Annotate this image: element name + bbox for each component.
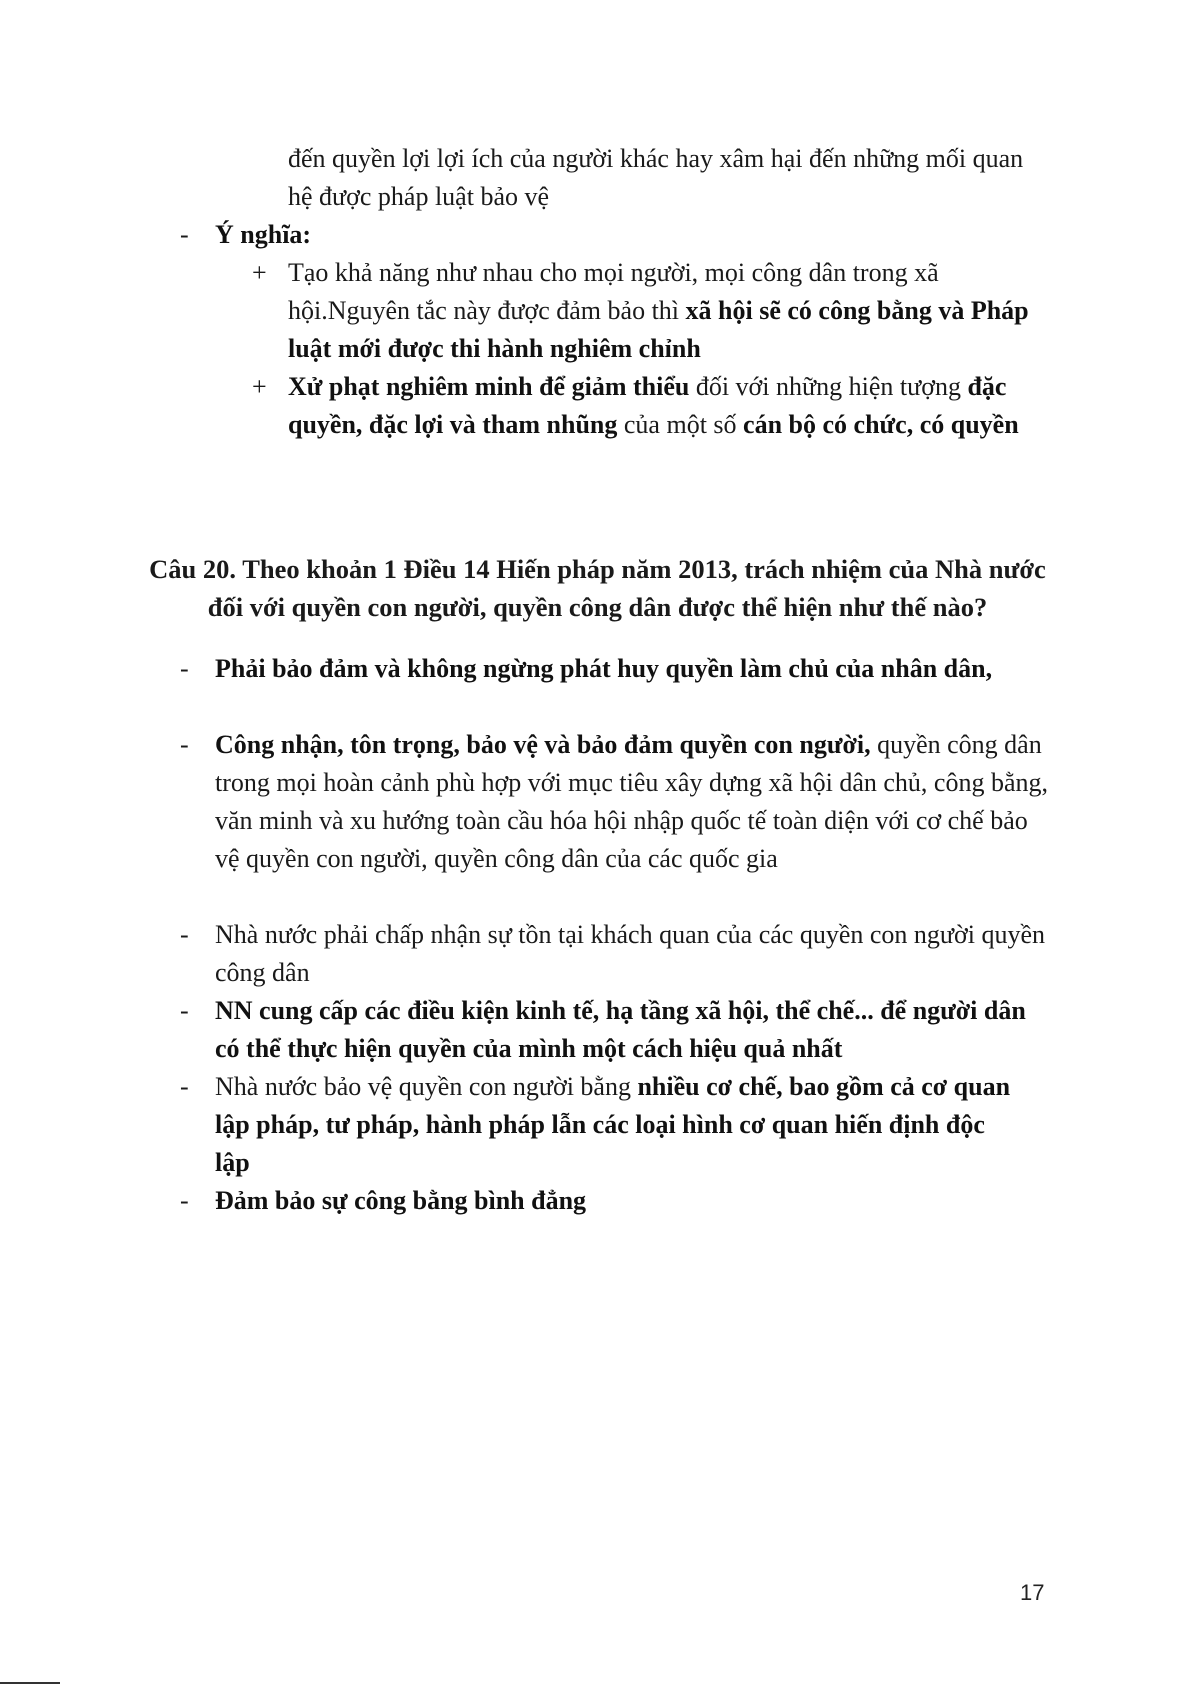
y-nghia-item-2-bold-2: đặc quyền, đặc lợi và tham nhũng (288, 372, 1007, 439)
answer-2 (215, 726, 1050, 878)
continuation-paragraph (288, 140, 1028, 216)
answer-5-bullet: - (180, 1072, 189, 1101)
answer-4-bold: NN cung cấp các điều kiện kinh tế, hạ tầng xã hội, thể chế... để người dân có thể thực hiện quyền của mình một cách hiệu quả nhất (215, 996, 1026, 1063)
answer-3 (215, 916, 1045, 992)
y-nghia-item-2-bold-1: Xử phạt nghiêm minh để giảm thiểu (288, 372, 690, 401)
answer-2-text: quyền công dân trong mọi hoàn cảnh phù hợp với mục tiêu xây dựng xã hội dân chủ, công bằng, văn minh và xu hướng toàn cầu hóa hội nhập quốc tế toàn diện với cơ chế bảo vệ quyền con người, quyền công dân của các quốc gia (215, 730, 1048, 873)
y-nghia-item-2-bullet: + (252, 372, 267, 401)
answer-2-bold: Công nhận, tôn trọng, bảo vệ và bảo đảm quyền con người, (215, 730, 871, 759)
answer-3-text: Nhà nước phải chấp nhận sự tồn tại khách quan của các quyền con người quyền công dân (215, 920, 1046, 987)
y-nghia-heading (215, 216, 615, 254)
bottom-edge-rule (0, 1682, 60, 1684)
y-nghia-item-1-bold: xã hội sẽ có công bằng và Pháp luật mới được thi hành nghiêm chỉnh (288, 296, 1029, 363)
answer-4 (215, 992, 1055, 1068)
answer-5-text: Nhà nước bảo vệ quyền con người bằng (215, 1072, 638, 1101)
answer-4-bullet: - (180, 996, 189, 1025)
y-nghia-item-2-text-1: đối với những hiện tượng (689, 372, 968, 401)
y-nghia-item-2 (288, 368, 1058, 444)
y-nghia-item-1 (288, 254, 1043, 368)
answer-6 (215, 1182, 1015, 1220)
y-nghia-label: Ý nghĩa: (215, 220, 312, 249)
question-heading: Câu 20. Theo khoản 1 Điều 14 Hiến pháp năm 2013, trách nhiệm của Nhà nước đối với quyền con người, quyền công dân được thể hiện như thế nào? (149, 554, 1046, 622)
answer-1 (215, 650, 1015, 688)
answer-1-bold: Phải bảo đảm và không ngừng phát huy quyền làm chủ của nhân dân, (215, 654, 993, 683)
answer-5-bold: nhiều cơ chế, bao gồm cả cơ quan lập pháp, tư pháp, hành pháp lẫn các loại hình cơ quan hiến định độc lập (215, 1072, 1011, 1177)
answer-6-bold: Đảm bảo sự công bằng bình đẳng (215, 1186, 587, 1215)
answer-3-bullet: - (180, 920, 189, 949)
y-nghia-item-2-bold-3: cán bộ có chức, có quyền (743, 410, 1019, 439)
answer-5 (215, 1068, 1025, 1182)
y-nghia-item-1-text: Tạo khả năng như nhau cho mọi người, mọi công dân trong xã hội.Nguyên tắc này được đảm bảo thì (288, 258, 939, 325)
y-nghia-bullet: - (180, 220, 189, 249)
y-nghia-item-2-text-2: của một số (617, 410, 744, 439)
answer-2-bullet: - (180, 730, 189, 759)
answer-6-bullet: - (180, 1186, 189, 1215)
y-nghia-item-1-bullet: + (252, 258, 267, 287)
continuation-text: đến quyền lợi lợi ích của người khác hay xâm hại đến những mối quan hệ được pháp luật bảo vệ (288, 144, 1024, 211)
page-number: 17 (1020, 1580, 1045, 1605)
answer-1-bullet: - (180, 654, 189, 683)
